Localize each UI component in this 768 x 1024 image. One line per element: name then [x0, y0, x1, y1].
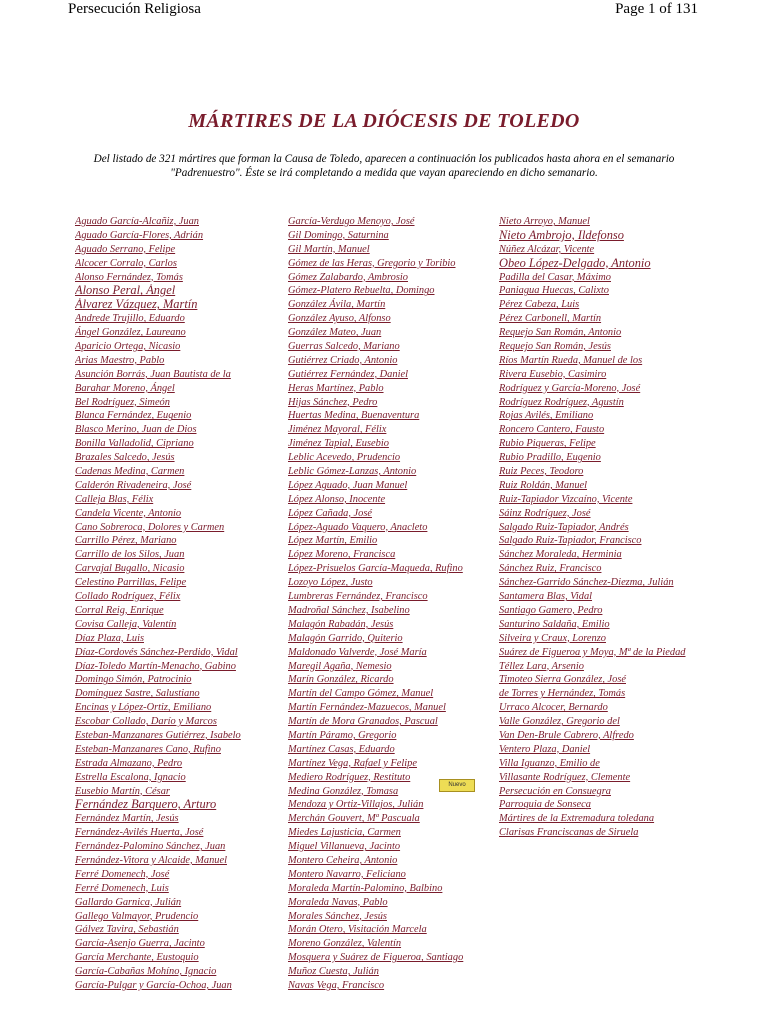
- martyr-link[interactable]: Candela Vicente, Antonio: [75, 507, 182, 519]
- martyr-link[interactable]: Arias Maestro, Pablo: [75, 354, 165, 366]
- martyr-link[interactable]: Moraleda Martín-Palomino, Balbino: [288, 882, 443, 894]
- martyr-link[interactable]: Gutiérrez Criado, Antonio: [288, 354, 398, 366]
- martyr-link[interactable]: Ruiz Peces, Teodoro: [499, 466, 584, 478]
- martyr-link[interactable]: Malagón Garrido, Quiterio: [288, 632, 403, 644]
- martyr-link[interactable]: López-Prisuelos García-Maqueda, Rufino: [288, 563, 463, 575]
- martyr-link[interactable]: Carvajal Bugallo, Nicasio: [75, 563, 185, 575]
- martyr-link[interactable]: Díaz-Cordovés Sánchez-Perdido, Vidal: [75, 646, 238, 658]
- martyr-link[interactable]: Ríos Martín Rueda, Manuel de los: [499, 354, 643, 366]
- martyr-link[interactable]: Clarisas Franciscanas de Siruela: [499, 827, 639, 839]
- martyr-link[interactable]: Mendoza y Ortiz-Villajos, Julián: [288, 799, 424, 811]
- martyr-link[interactable]: González Ávila, Martín: [288, 299, 386, 311]
- martyr-link[interactable]: Nieto Ambrojo, Ildefonso: [499, 228, 624, 242]
- martyr-link[interactable]: Bonilla Valladolid, Cipriano: [75, 438, 194, 450]
- martyr-link[interactable]: González Ayuso, Alfonso: [288, 313, 391, 325]
- new-badge: Nuevo: [439, 779, 475, 792]
- martyr-link[interactable]: Mártires de la Extremadura toledana: [499, 813, 655, 825]
- martyr-link[interactable]: Obeo López-Delgado, Antonio: [499, 256, 651, 270]
- martyr-link[interactable]: Aguado Serrano, Felipe: [75, 243, 176, 255]
- martyr-link[interactable]: Valle González, Gregorio del: [499, 716, 620, 728]
- martyr-link[interactable]: Gutiérrez Fernández, Daniel: [288, 368, 408, 380]
- martyr-link[interactable]: Ferré Domenech, José: [75, 868, 170, 880]
- martyr-link[interactable]: López Martín, Emilio: [288, 535, 378, 547]
- martyr-link[interactable]: Persecución en Consuegra: [499, 785, 611, 797]
- martyr-link[interactable]: Gallardo Garnica, Julián: [75, 896, 182, 908]
- martyr-link[interactable]: Domingo Simón, Patrocinio: [75, 674, 192, 686]
- martyr-link[interactable]: Gil Domingo, Saturnina: [288, 229, 389, 241]
- martyr-link[interactable]: Brazales Salcedo, Jesús: [75, 452, 175, 464]
- martyr-link[interactable]: Merchán Gouvert, Mª Pascuala: [288, 813, 420, 825]
- martyr-link[interactable]: Estrella Escalona, Ignacio: [75, 771, 186, 783]
- martyr-link[interactable]: Salgado Ruiz-Tapiador, Francisco: [499, 535, 642, 547]
- martyr-link[interactable]: Ventero Plaza, Daniel: [499, 743, 591, 755]
- martyr-link[interactable]: Ruiz-Tapiador Vizcaíno, Vicente: [499, 493, 633, 505]
- header-page-counter: Page 1 of 131: [615, 1, 698, 17]
- names-column-3: [499, 215, 709, 840]
- martyr-link[interactable]: Malagón Rabadán, Jesús: [288, 618, 394, 630]
- martyr-link[interactable]: Aguado García-Alcañiz, Juan: [75, 216, 199, 227]
- martyr-link[interactable]: Álvarez Vázquez, Martín: [75, 298, 198, 312]
- martyr-link[interactable]: Rubio Pradillo, Eugenio: [499, 452, 601, 464]
- martyr-link[interactable]: Pérez Carbonell, Martín: [499, 313, 602, 325]
- martyr-link[interactable]: Montero Ceheira, Antonio: [288, 854, 398, 866]
- martyr-link[interactable]: García Merchante, Eustoquio: [75, 952, 199, 964]
- martyr-link[interactable]: Gómez-Platero Rebuelta, Domingo: [288, 285, 435, 297]
- martyr-link[interactable]: Madroñal Sánchez, Isabelino: [288, 604, 410, 616]
- header-site-title: Persecución Religiosa: [68, 1, 201, 17]
- martyr-link[interactable]: Martín Fernández-Mazuecos, Manuel: [288, 702, 446, 714]
- martyr-link[interactable]: Blanca Fernández, Eugenio: [75, 410, 192, 422]
- martyr-link[interactable]: Bel Rodríguez, Simeón: [75, 396, 170, 408]
- martyr-link[interactable]: Díaz-Toledo Martín-Menacho, Gabino: [75, 660, 236, 672]
- martyr-link[interactable]: Díaz Plaza, Luis: [75, 632, 144, 644]
- martyr-link[interactable]: Lumbreras Fernández, Francisco: [288, 591, 428, 603]
- martyr-link[interactable]: Paniagua Huecas, Calixto: [499, 285, 609, 297]
- martyr-link[interactable]: Calleja Blas, Félix: [75, 493, 154, 505]
- martyr-link[interactable]: Téllez Lara, Arsenio: [499, 660, 584, 672]
- martyr-link[interactable]: Ferré Domenech, Luis: [75, 882, 169, 894]
- martyr-link[interactable]: Encinas y López-Ortiz, Emiliano: [75, 702, 212, 714]
- martyr-link[interactable]: Jiménez Mayoral, Félix: [288, 424, 387, 436]
- martyr-link[interactable]: Cadenas Medina, Carmen: [75, 466, 185, 478]
- martyr-link[interactable]: Blasco Merino, Juan de Dios: [75, 424, 197, 436]
- martyr-link[interactable]: Martín de Mora Granados, Pascual: [288, 716, 438, 728]
- martyr-link[interactable]: Heras Martínez, Pablo: [288, 382, 384, 394]
- martyr-link[interactable]: Santiago Gamero, Pedro: [499, 604, 603, 616]
- martyr-link[interactable]: Corral Reig, Enrique: [75, 604, 164, 616]
- martyr-link[interactable]: Fernández-Avilés Huerta, José: [75, 827, 204, 839]
- martyr-link[interactable]: Esteban-Manzanares Gutiérrez, Isabelo: [75, 729, 241, 741]
- martyr-link[interactable]: García-Cabañas Mohíno, Ignacio: [75, 966, 217, 978]
- martyr-link[interactable]: Núñez Alcázar, Vicente: [499, 243, 595, 255]
- intro-paragraph: Del listado de 321 mártires que forman la Causa de Toledo, aparecen a continuación los publicados hasta ahora en el semanario "Padrenuestro". Éste se irá completando a medida que vayan apareciendo en dicho semanario.: [93, 153, 675, 179]
- martyr-link[interactable]: Miedes Lajusticia, Carmen: [288, 827, 401, 839]
- martyr-link[interactable]: Requejo San Román, Jesús: [499, 341, 611, 353]
- martyr-link[interactable]: Carrillo Pérez, Mariano: [75, 535, 177, 547]
- martyr-link[interactable]: Pérez Cabeza, Luis: [499, 299, 580, 311]
- martyr-link[interactable]: Santamera Blas, Vidal: [499, 591, 593, 603]
- martyr-link[interactable]: Muñoz Cuesta, Julián: [288, 966, 379, 978]
- martyr-link[interactable]: López Alonso, Inocente: [288, 493, 386, 505]
- martyr-link[interactable]: Fernández Martín, Jesús: [75, 813, 179, 825]
- martyr-link[interactable]: Escobar Collado, Darío y Marcos: [75, 716, 217, 728]
- martyr-link[interactable]: Gil Martín, Manuel: [288, 243, 370, 255]
- martyr-link[interactable]: Villa Iguanzo, Emilio de: [499, 757, 600, 769]
- martyr-link[interactable]: Roncero Cantero, Fausto: [499, 424, 605, 436]
- martyr-link[interactable]: Rivera Eusebio, Casimiro: [499, 368, 607, 380]
- martyr-link[interactable]: Moraleda Navas, Pablo: [288, 896, 388, 908]
- martyr-link[interactable]: Guerras Salcedo, Mariano: [288, 341, 400, 353]
- martyr-link[interactable]: Carrillo de los Silos, Juan: [75, 549, 185, 561]
- martyr-link[interactable]: Morán Otero, Visitación Marcela: [288, 924, 427, 936]
- martyr-link[interactable]: Eusebio Martín, César: [75, 785, 170, 797]
- martyr-link[interactable]: Leblic Acevedo, Prudencio: [288, 452, 401, 464]
- martyr-link[interactable]: Jiménez Tapial, Eusebio: [288, 438, 389, 450]
- martyr-link[interactable]: Nieto Arroyo, Manuel: [499, 216, 590, 227]
- martyr-link[interactable]: Van Den-Brule Cabrero, Alfredo: [499, 729, 634, 741]
- martyr-link[interactable]: Asunción Borrás, Juan Bautista de la: [75, 368, 231, 380]
- martyr-link[interactable]: de Torres y Hernández, Tomás: [499, 688, 626, 700]
- martyr-link[interactable]: Mosquera y Suárez de Figueroa, Santiago: [288, 952, 464, 964]
- martyr-link[interactable]: González Mateo, Juan: [288, 327, 382, 339]
- martyr-link[interactable]: Hijas Sánchez, Pedro: [288, 396, 378, 408]
- martyr-link[interactable]: Parroquia de Sonseca: [499, 799, 591, 811]
- martyr-link[interactable]: Gómez Zalabardo, Ambrosio: [288, 271, 408, 283]
- martyr-link[interactable]: Salgado Ruiz-Tapiador, Andrés: [499, 521, 629, 533]
- names-column-1: [75, 215, 280, 993]
- martyr-link[interactable]: Fernández Barquero, Arturo: [75, 798, 217, 812]
- martyr-link[interactable]: Aguado García-Flores, Adrián: [75, 229, 204, 241]
- martyr-link[interactable]: Leblic Gómez-Lanzas, Antonio: [288, 466, 417, 478]
- martyr-link[interactable]: Ruiz Roldán, Manuel: [499, 479, 588, 491]
- martyr-link[interactable]: Marín González, Ricardo: [288, 674, 394, 686]
- martyr-link[interactable]: Gallego Valmayor, Prudencio: [75, 910, 199, 922]
- martyr-link[interactable]: Maregil Agaña, Nemesio: [288, 660, 392, 672]
- martyr-link[interactable]: Miguel Villanueva, Jacinto: [288, 841, 401, 853]
- martyr-link[interactable]: Barahar Moreno, Ángel: [75, 382, 175, 394]
- martyr-link[interactable]: Sánchez Ruiz, Francisco: [499, 563, 602, 575]
- martyr-link[interactable]: Requejo San Román, Antonio: [499, 327, 622, 339]
- page-header: [0, 0, 768, 20]
- martyr-link[interactable]: López Cañada, José: [288, 507, 372, 519]
- martyr-link[interactable]: Sánchez-Garrido Sánchez-Diezma, Julián: [499, 577, 674, 589]
- martyr-link[interactable]: Santurino Saldaña, Emilio: [499, 618, 610, 630]
- martyr-link[interactable]: Martín Páramo, Gregorio: [288, 729, 397, 741]
- martyr-link[interactable]: Urraco Alcocer, Bernardo: [499, 702, 608, 714]
- martyr-link[interactable]: Covisa Calleja, Valentín: [75, 618, 177, 630]
- martyr-link[interactable]: Esteban-Manzanares Cano, Rufino: [75, 743, 221, 755]
- martyr-link[interactable]: Gómez de las Heras, Gregorio y Toribio: [288, 257, 456, 269]
- martyr-link[interactable]: Rodríguez y García-Moreno, José: [499, 382, 641, 394]
- martyr-link[interactable]: Martín del Campo Gómez, Manuel: [288, 688, 434, 700]
- martyr-link[interactable]: Celestino Parrillas, Felipe: [75, 577, 187, 589]
- martyr-link[interactable]: Suárez de Figueroa y Moya, Mª de la Piedad: [499, 646, 686, 658]
- martyr-link[interactable]: López Moreno, Francisca: [288, 549, 396, 561]
- martyr-link[interactable]: Calderón Rivadeneira, José: [75, 479, 192, 491]
- martyr-link[interactable]: Padilla del Casar, Máximo: [499, 271, 611, 283]
- martyr-link[interactable]: García-Asenjo Guerra, Jacinto: [75, 938, 205, 950]
- martyr-link[interactable]: Fernández-Palomino Sánchez, Juan: [75, 841, 226, 853]
- martyr-link[interactable]: Navas Vega, Francisco: [288, 979, 385, 991]
- martyr-link[interactable]: Estrada Almazano, Pedro: [75, 757, 183, 769]
- martyr-link[interactable]: Medina González, Tomasa: [288, 785, 399, 797]
- martyr-link[interactable]: Maldonado Valverde, José María: [288, 646, 427, 658]
- martyr-link[interactable]: Cano Sobreroca, Dolores y Carmen: [75, 521, 225, 533]
- martyr-link[interactable]: Sáinz Rodríguez, José: [499, 507, 591, 519]
- martyr-link[interactable]: Silveira y Craux, Lorenzo: [499, 632, 606, 644]
- page-title: MÁRTIRES DE LA DIÓCESIS DE TOLEDO: [188, 110, 580, 132]
- names-column-2: [288, 215, 496, 993]
- martyr-link[interactable]: Aparicio Ortega, Nicasio: [75, 341, 181, 353]
- martyr-link[interactable]: Timoteo Sierra González, José: [499, 674, 626, 686]
- martyr-link[interactable]: Rubio Piqueras, Felipe: [499, 438, 596, 450]
- martyr-link[interactable]: García-Pulgar y García-Ochoa, Juan: [75, 979, 232, 991]
- martyr-link[interactable]: Alonso Fernández, Tomás: [75, 271, 183, 283]
- martyr-link[interactable]: Alonso Peral, Ángel: [75, 284, 176, 298]
- martyr-link[interactable]: Rodríguez Rodríguez, Agustín: [499, 396, 624, 408]
- martyr-link[interactable]: Huertas Medina, Buenaventura: [288, 410, 420, 422]
- martyr-link[interactable]: Lozoyo López, Justo: [288, 577, 373, 589]
- martyr-link[interactable]: Villasante Rodríguez, Clemente: [499, 771, 631, 783]
- martyr-link[interactable]: López-Aguado Vaquero, Anacleto: [288, 521, 428, 533]
- martyr-link[interactable]: Morales Sánchez, Jesús: [288, 910, 387, 922]
- martyr-link[interactable]: Domínguez Sastre, Salustiano: [75, 688, 200, 700]
- martyr-link[interactable]: García-Verdugo Menoyo, José: [288, 216, 415, 227]
- martyr-link[interactable]: López Aguado, Juan Manuel: [288, 479, 408, 491]
- martyr-link[interactable]: Alcocer Corralo, Carlos: [75, 257, 177, 269]
- martyr-link[interactable]: Mediero Rodríguez, Restituto: [288, 771, 411, 783]
- martyr-link[interactable]: Moreno González, Valentín: [288, 938, 402, 950]
- martyr-link[interactable]: Rojas Avilés, Emiliano: [499, 410, 594, 422]
- martyr-link[interactable]: Gálvez Tavira, Sebastián: [75, 924, 179, 936]
- martyr-link[interactable]: Collado Rodríguez, Félix: [75, 591, 181, 603]
- martyr-link[interactable]: Fernández-Vitora y Alcaide, Manuel: [75, 854, 227, 866]
- martyr-link[interactable]: Martínez Casas, Eduardo: [288, 743, 395, 755]
- martyr-link[interactable]: Montero Navarro, Feliciano: [288, 868, 406, 880]
- martyr-link[interactable]: Andrede Trujillo, Eduardo: [75, 313, 185, 325]
- martyr-link[interactable]: Sánchez Moraleda, Herminia: [499, 549, 622, 561]
- martyr-link[interactable]: Ángel González, Laureano: [75, 327, 186, 339]
- martyr-link[interactable]: Martínez Vega, Rafael y Felipe: [288, 757, 417, 769]
